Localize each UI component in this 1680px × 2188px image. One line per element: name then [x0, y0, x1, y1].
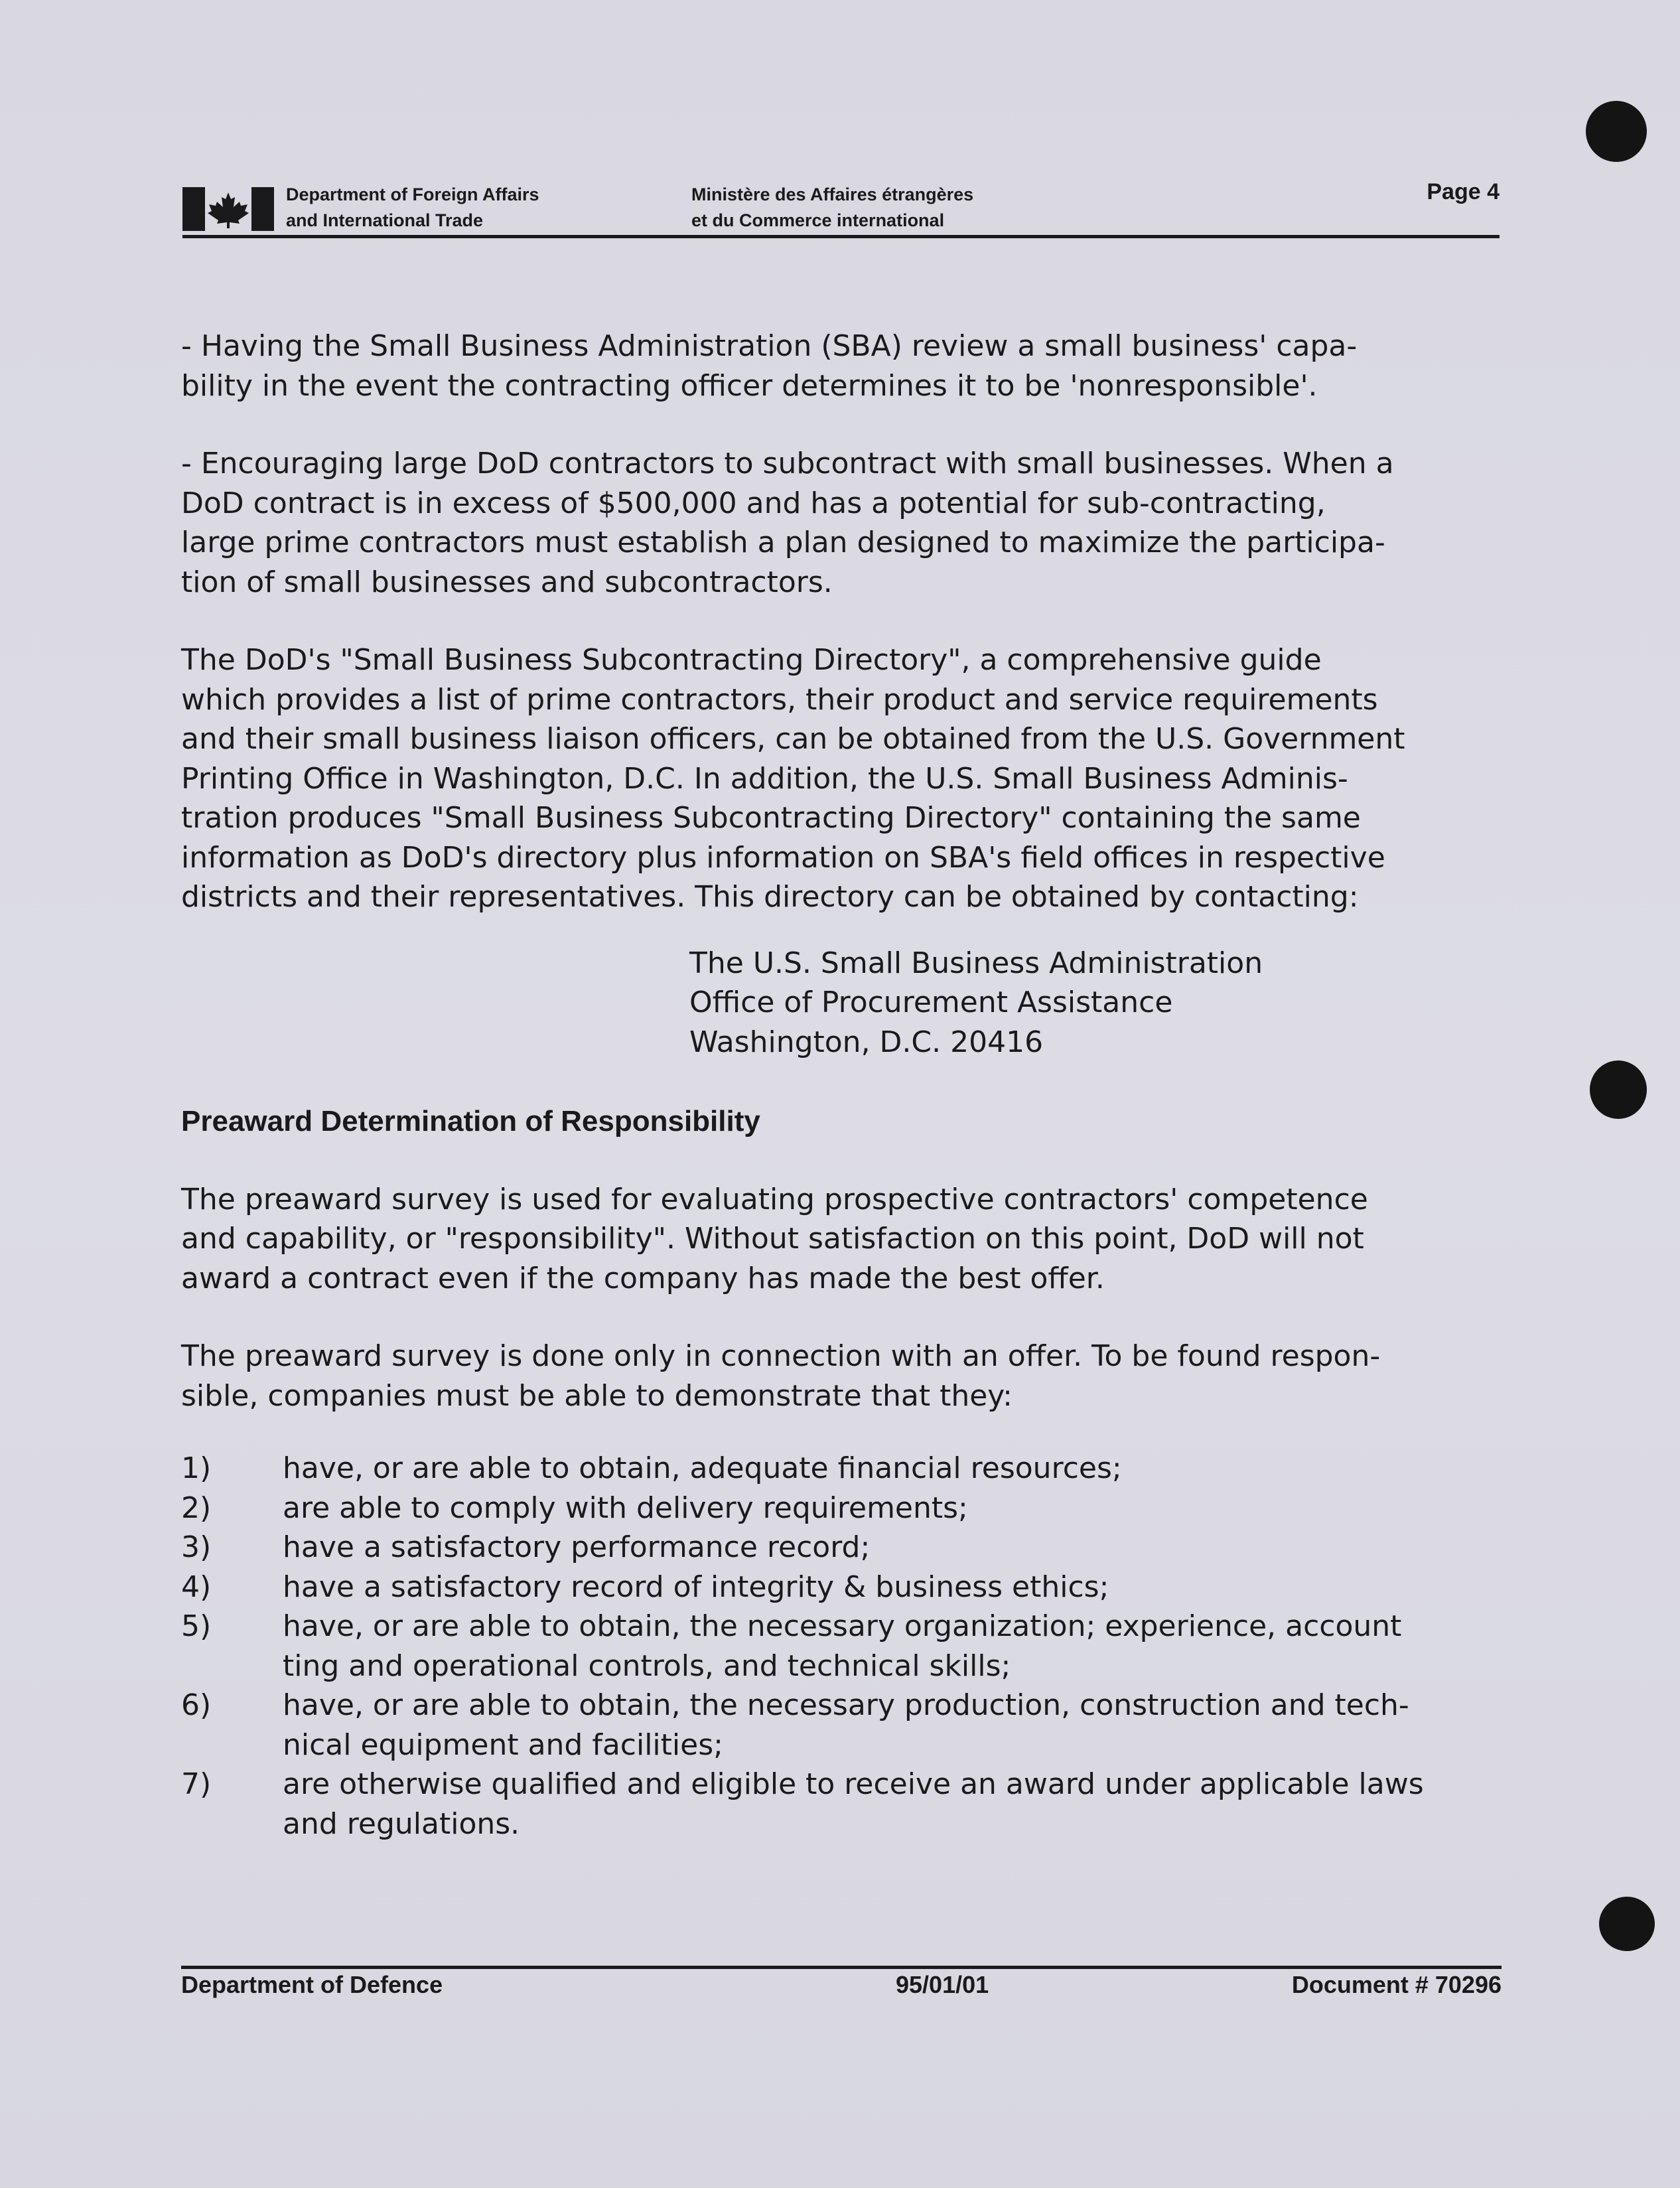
list-item [181, 1686, 1505, 1765]
paragraph: The preaward survey is used for evaluating prospective contractors' competence and capability, or "responsibility". Without satisfaction on this point, DoD will not award a contract even if the company has made the best offer. [181, 1182, 1368, 1295]
list-text: are otherwise qualified and eligible to receive an award under applicable laws and regulations. [283, 1767, 1424, 1841]
list-text: have, or are able to obtain, the necessary production, construction and tech- nical equipment and facilities; [283, 1688, 1409, 1762]
document-body [181, 327, 1505, 1844]
paragraph: The preaward survey is done only in connection with an offer. To be found respon- sible, companies must be able to demonstrate that they: [181, 1339, 1381, 1413]
list-item [181, 1568, 1505, 1607]
list-item [181, 1765, 1505, 1844]
list-text: have, or are able to obtain, the necessary organization; experience, account ting and operational controls, and technical skills; [283, 1609, 1402, 1683]
footer-department: Department of Defence [181, 1971, 443, 1998]
department-name-french: Ministère des Affaires étrangères et du Commerce international [691, 184, 974, 230]
list-number: 2) [181, 1491, 212, 1525]
paragraph: - Having the Small Business Administration (SBA) review a small business' capa- bility in the event the contracting officer determines it to be 'nonresponsible'. [181, 329, 1358, 403]
punch-hole [1590, 1060, 1647, 1119]
punch-hole [1586, 101, 1647, 162]
list-number: 5) [181, 1609, 212, 1643]
letterhead [182, 179, 1500, 239]
list-number: 6) [181, 1688, 212, 1722]
list-number: 7) [181, 1767, 212, 1801]
list-number: 3) [181, 1530, 212, 1564]
address-block: The U.S. Small Business Administration Office of Procurement Assistance Washington, D.C. 20416 [689, 946, 1263, 1059]
list-number: 1) [181, 1451, 212, 1485]
section-heading: Preaward Determination of Responsibility [181, 1105, 760, 1137]
list-item [181, 1449, 1505, 1489]
list-text: have a satisfactory performance record; [283, 1530, 871, 1564]
requirements-list [181, 1449, 1505, 1844]
page-number: Page 4 [1427, 179, 1500, 204]
canada-flag-icon [182, 187, 274, 231]
header-rule [182, 235, 1500, 238]
footer-document-number: Document # 70296 [1291, 1971, 1502, 1998]
list-item [181, 1528, 1505, 1568]
list-number: 4) [181, 1569, 212, 1604]
list-item [181, 1607, 1505, 1686]
list-item [181, 1489, 1505, 1528]
list-text: are able to comply with delivery requirements; [283, 1491, 968, 1525]
punch-hole [1599, 1897, 1655, 1951]
paragraph: - Encouraging large DoD contractors to subcontract with small businesses. When a DoD contract is in excess of $500,000 and has a potential for sub-contracting, large prime contractors must establish a plan designed to maximize the participa- tion of small businesses and subcontractors. [181, 447, 1394, 599]
department-name-english: Department of Foreign Affairs and International Trade [286, 184, 539, 230]
footer-date: 95/01/01 [896, 1971, 989, 1998]
list-text: have, or are able to obtain, adequate financial resources; [283, 1451, 1122, 1485]
list-text: have a satisfactory record of integrity & business ethics; [283, 1569, 1109, 1604]
paragraph: The DoD's "Small Business Subcontracting Directory", a comprehensive guide which provides a list of prime contractors, their product and service requirements and their small business liaison officers, can be obtained from the U.S. Government Printing Office in Washington, D.C. In addition, the U.S. Small Business Adminis- tration produces "Small Business Subcontracting Directory" containing the same information as DoD's directory plus information on SBA's field offices in respective districts and their representatives. This directory can be obtained by contacting: [181, 643, 1405, 914]
